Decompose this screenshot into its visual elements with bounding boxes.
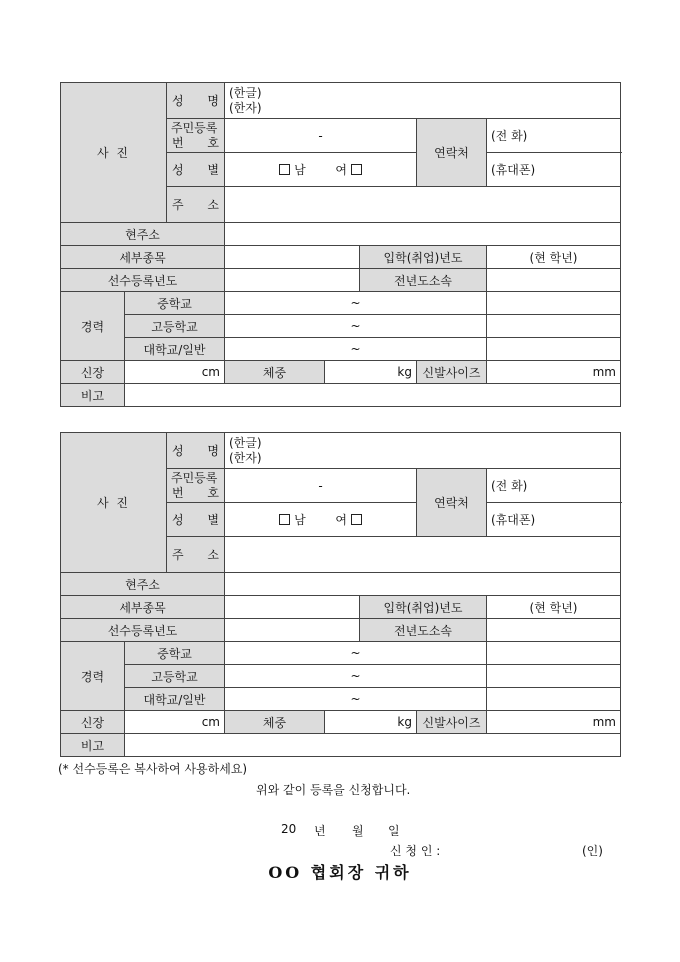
remarks-field[interactable] [125,734,621,757]
high-school-field[interactable] [487,315,621,338]
middle-school-field[interactable] [487,642,621,665]
registration-form-2 [60,432,621,757]
rrn-field[interactable]: - [225,119,417,153]
rrn-label: 주민등록 번 호 [167,469,225,503]
registration-year-field[interactable] [225,619,360,642]
male-checkbox[interactable] [279,164,290,175]
name-label: 성 명 [167,433,225,469]
applicant-label: 신 청 인 : [390,844,441,858]
event-detail-field[interactable] [225,246,360,269]
event-detail-label: 세부종목 [61,596,225,619]
career-label: 경력 [61,292,125,361]
shoe-size-label: 신발사이즈 [417,711,487,734]
prev-affiliation-field[interactable] [487,269,621,292]
name-field[interactable]: (한글) (한자) [225,433,621,469]
career-label: 경력 [61,642,125,711]
gender-field [225,503,417,537]
phone-field[interactable]: (전 화) [487,119,621,153]
contact-label: 연락처 [417,119,487,187]
date-year[interactable]: 20 [281,822,297,836]
prev-affiliation-field[interactable] [487,619,621,642]
male-label: 남 [294,163,306,177]
middle-school-label: 중학교 [125,642,225,665]
address-label: 주 소 [167,537,225,573]
event-detail-label: 세부종목 [61,246,225,269]
high-school-field[interactable] [487,665,621,688]
height-label: 신장 [61,361,125,384]
college-field[interactable] [487,338,621,361]
mobile-field[interactable]: (휴대폰) [487,503,621,537]
college-field[interactable] [487,688,621,711]
rrn-label: 주민등록 번 호 [167,119,225,153]
registration-form-1 [60,82,621,407]
shoe-size-label: 신발사이즈 [417,361,487,384]
current-affiliation-field[interactable] [225,223,621,246]
college-period[interactable]: ~ [225,338,487,361]
high-school-period[interactable]: ~ [225,665,487,688]
height-field[interactable]: cm [125,361,225,384]
male-checkbox[interactable] [279,514,290,525]
name-field[interactable]: (한글) (한자) [225,83,621,119]
middle-school-label: 중학교 [125,292,225,315]
prev-affiliation-label: 전년도소속 [360,269,487,292]
male-label: 남 [294,513,306,527]
mobile-field[interactable]: (휴대폰) [487,153,621,187]
high-school-period[interactable]: ~ [225,315,487,338]
application-statement: 위와 같이 등록을 신청합니다. [256,783,411,797]
current-affiliation-field[interactable] [225,573,621,596]
middle-school-period[interactable]: ~ [225,292,487,315]
female-label: 여 [335,513,347,527]
registration-year-label: 선수등록년도 [61,269,225,292]
gender-field [225,153,417,187]
grade-field[interactable]: (현 학년) [487,596,621,619]
date-month-unit: 월 [352,824,364,838]
rrn-field[interactable]: - [225,469,417,503]
copy-note: (* 선수등록은 복사하여 사용하세요) [58,762,248,776]
addressee-title: OO 협회장 귀하 [268,863,412,882]
college-label: 대학교/일반 [125,688,225,711]
prev-affiliation-label: 전년도소속 [360,619,487,642]
date-day-unit: 일 [388,824,400,838]
seal-mark[interactable]: (인) [582,844,603,858]
registration-year-label: 선수등록년도 [61,619,225,642]
gender-label: 성 별 [167,503,225,537]
height-label: 신장 [61,711,125,734]
current-affiliation-label: 현주소 [61,223,225,246]
weight-field[interactable]: kg [325,361,417,384]
remarks-field[interactable] [125,384,621,407]
admission-year-label: 입학(취업)년도 [360,246,487,269]
grade-field[interactable]: (현 학년) [487,246,621,269]
current-affiliation-label: 현주소 [61,573,225,596]
event-detail-field[interactable] [225,596,360,619]
female-label: 여 [335,163,347,177]
address-field[interactable] [225,537,621,573]
middle-school-period[interactable]: ~ [225,642,487,665]
weight-label: 체중 [225,361,325,384]
high-school-label: 고등학교 [125,665,225,688]
shoe-size-field[interactable]: mm [487,711,621,734]
date-year-unit: 년 [314,824,326,838]
college-period[interactable]: ~ [225,688,487,711]
contact-label: 연락처 [417,469,487,537]
remarks-label: 비고 [61,734,125,757]
phone-field[interactable]: (전 화) [487,469,621,503]
remarks-label: 비고 [61,384,125,407]
gender-label: 성 별 [167,153,225,187]
middle-school-field[interactable] [487,292,621,315]
weight-label: 체중 [225,711,325,734]
address-label: 주 소 [167,187,225,223]
photo-cell[interactable]: 사 진 [61,83,167,223]
name-label: 성 명 [167,83,225,119]
shoe-size-field[interactable]: mm [487,361,621,384]
admission-year-label: 입학(취업)년도 [360,596,487,619]
address-field[interactable] [225,187,621,223]
female-checkbox[interactable] [351,514,362,525]
high-school-label: 고등학교 [125,315,225,338]
registration-year-field[interactable] [225,269,360,292]
photo-cell[interactable]: 사 진 [61,433,167,573]
female-checkbox[interactable] [351,164,362,175]
college-label: 대학교/일반 [125,338,225,361]
height-field[interactable]: cm [125,711,225,734]
weight-field[interactable]: kg [325,711,417,734]
